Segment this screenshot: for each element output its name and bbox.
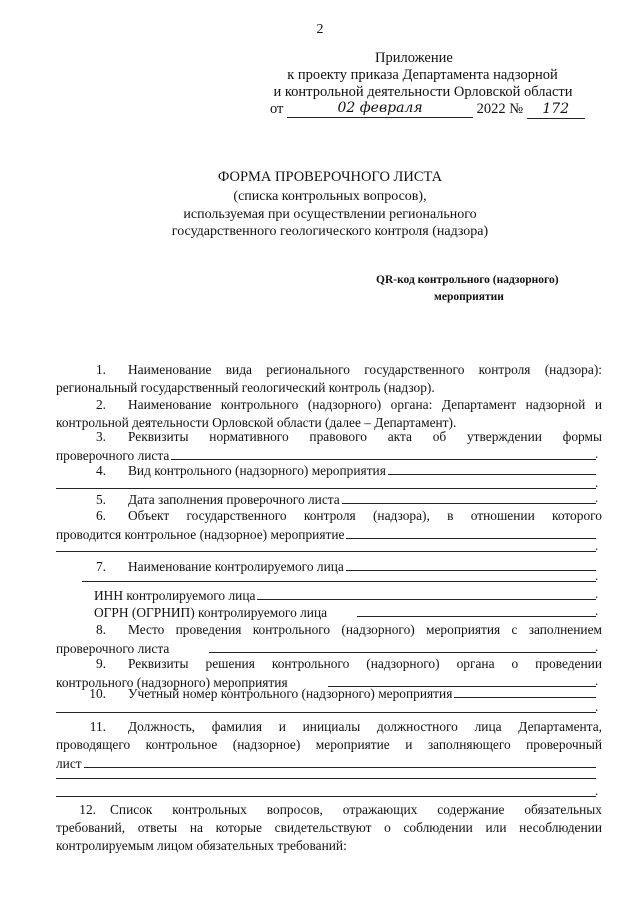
item-number: 10. [89, 686, 106, 701]
ogrn-field[interactable] [357, 603, 599, 618]
item-text: контрольной деятельности Орловской области (далее – Департамент). [56, 415, 457, 430]
item-text: контрольного (надзорного) мероприятия [56, 675, 288, 690]
item-text: Наименование контролируемого лица [128, 559, 344, 574]
appendix-title: Приложение [375, 50, 453, 66]
inn-field[interactable] [257, 586, 599, 601]
item-text: Объект государственного контроля (надзора), в отношении которого [128, 508, 602, 523]
blank-line[interactable] [56, 488, 596, 489]
period: . [595, 639, 599, 654]
blank-line[interactable] [346, 557, 596, 571]
item-text: Наименование контрольного (надзорного) органа: Департамент надзорной и [128, 397, 602, 412]
blank-line[interactable] [346, 525, 596, 539]
item-text: проверочного листа [56, 448, 170, 463]
ogrn-row [94, 603, 599, 622]
item-2 [56, 396, 602, 432]
item-text: Наименование вида регионального государственного контроля (надзора): [128, 362, 602, 377]
item-10 [56, 684, 602, 703]
inn-label: ИНН контролируемого лица [94, 588, 256, 603]
item-12 [56, 801, 602, 855]
item-number: 8. [95, 622, 106, 637]
item-number: 3. [95, 429, 106, 444]
year-number-label: 2022 № [476, 101, 524, 117]
period: . [595, 568, 599, 583]
item-number: 6. [95, 508, 106, 523]
item-number: 7. [95, 559, 106, 574]
blank-line[interactable] [82, 581, 596, 582]
item-text: Учетный номер контрольного (надзорного) мероприятия [128, 686, 453, 701]
blank-line[interactable] [56, 712, 596, 713]
blank-line[interactable] [171, 446, 599, 461]
item-1 [56, 361, 602, 397]
appendix-line-3: и контрольной деятельности Орловской области [273, 84, 573, 100]
period: . [595, 603, 599, 618]
item-text: Вид контрольного (надзорного) мероприятия [128, 463, 386, 478]
appendix-date-row [270, 101, 585, 119]
blank-line[interactable] [454, 684, 596, 698]
blank-line[interactable] [84, 754, 596, 768]
item-number: 5. [95, 492, 106, 507]
form-subtitle-2: используемая при осуществлении регионального [183, 207, 477, 222]
blank-line[interactable] [342, 490, 599, 505]
blank-line[interactable] [56, 796, 596, 797]
period: . [595, 446, 599, 461]
qr-note-line-1: QR-код контрольного (надзорного) [376, 274, 559, 286]
item-text: проводится контрольное (надзорное) мероприятие [56, 527, 345, 542]
form-subtitle-1: (списка контрольных вопросов), [233, 189, 427, 204]
item-text: Должность, фамилия и инициалы должностного лица Департамента, [128, 719, 602, 734]
item-number: 12. [79, 802, 96, 817]
blank-line[interactable] [388, 461, 596, 475]
item-text: лист [56, 756, 82, 771]
item-text: контролируемым лицом обязательных требований: [56, 838, 347, 853]
ogrn-label: ОГРН (ОГРНИП) контролируемого лица [94, 605, 328, 620]
period: . [595, 538, 599, 553]
item-8 [56, 621, 602, 658]
from-label: от [270, 101, 284, 117]
number-handwritten: 172 [542, 101, 570, 117]
date-handwritten: 02 февраля [337, 100, 423, 116]
form-title: ФОРМА ПРОВЕРОЧНОГО ЛИСТА [217, 169, 443, 185]
item-text: Реквизиты решения контрольного (надзорного) органа о проведении [128, 656, 602, 671]
item-7 [56, 557, 602, 576]
item-number: 4. [95, 463, 106, 478]
period: . [595, 475, 599, 490]
item-text: Дата заполнения проверочного листа [128, 492, 340, 507]
period: . [595, 490, 599, 505]
item-text: проводящего контрольное (надзорное) мероприятие и заполняющего проверочный [56, 737, 602, 752]
appendix-line-2: к проекту приказа Департамента надзорной [287, 67, 558, 83]
number-field [527, 101, 585, 119]
period: . [595, 783, 599, 798]
item-number: 1. [95, 362, 106, 377]
item-text: Реквизиты нормативного правового акта об утверждении формы [128, 429, 602, 444]
period: . [595, 699, 599, 714]
blank-line[interactable] [56, 778, 596, 779]
period: . [595, 673, 599, 688]
item-text: Список контрольных вопросов, отражающих содержание обязательных [110, 802, 602, 817]
qr-note-line-2: мероприятии [434, 291, 504, 303]
item-6 [56, 507, 602, 544]
item-number: 2. [95, 397, 106, 412]
item-text: проверочного листа [56, 641, 170, 656]
blank-line[interactable] [56, 551, 596, 552]
period: . [595, 586, 599, 601]
item-11 [56, 718, 602, 773]
page-number: 2 [316, 22, 324, 37]
item-number: 11. [89, 719, 106, 734]
item-number: 9. [95, 656, 106, 671]
item-text: Место проведения контрольного (надзорного) мероприятия с заполнением [128, 622, 602, 637]
blank-line[interactable] [209, 639, 599, 654]
date-field [287, 100, 473, 118]
form-subtitle-3: государственного геологического контроля (надзора) [171, 224, 489, 239]
item-4 [56, 461, 602, 480]
item-text: требований, ответы на которые свидетельствуют о соблюдении или несоблюдении [56, 820, 602, 835]
item-3 [56, 428, 602, 465]
item-text: региональный государственный геологический контроль (надзор). [56, 380, 435, 395]
